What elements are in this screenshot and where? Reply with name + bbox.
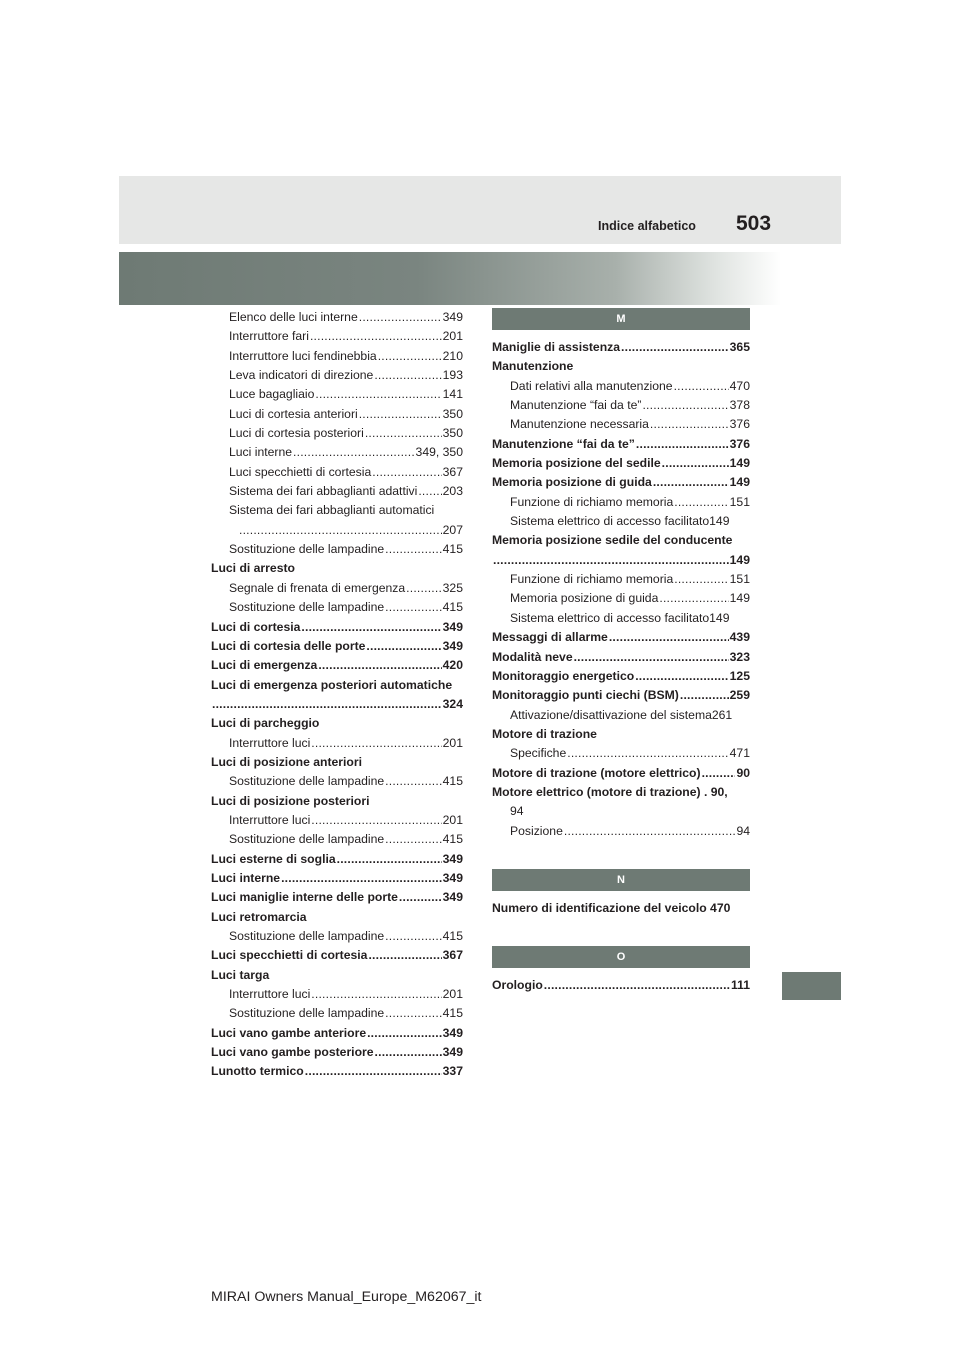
index-entry-page: 349 [442, 870, 463, 885]
index-entry-page: 349 [442, 619, 463, 634]
dot-leader [650, 415, 729, 434]
index-entry-page: 415 [442, 1006, 463, 1021]
index-entry [211, 830, 463, 849]
index-entry-term: Sistema dei fari abbaglianti adattivi [229, 484, 418, 499]
index-entry-page: 201 [442, 812, 463, 827]
section-title: Indice alfabetico [598, 219, 696, 233]
index-entry-term: Monitoraggio punti ciechi (BSM) [492, 688, 679, 703]
dot-leader [674, 377, 729, 396]
index-entry-page: 365 [729, 340, 750, 354]
index-entry [492, 551, 750, 570]
index-entry [492, 415, 750, 434]
index-entry [492, 454, 750, 473]
index-entry [492, 338, 750, 357]
dot-leader [544, 976, 730, 995]
index-heading: Numero di identificazione del veicolo 470 [492, 900, 731, 915]
index-entry-page: 125 [729, 668, 750, 683]
dot-leader [311, 734, 441, 753]
index-heading: Motore elettrico (motore di trazione) . 90, [492, 784, 728, 799]
index-entry [211, 347, 463, 366]
index-entry-term: Manutenzione necessaria [510, 417, 649, 432]
index-entry-term: Sostituzione delle lampadine [229, 832, 385, 847]
dot-leader [621, 338, 729, 357]
index-heading: Luci retromarcia [211, 909, 307, 924]
index-entry-page: 193 [442, 368, 463, 383]
index-entry-page: 151 [729, 494, 750, 509]
index-entry-term: Lunotto termico [211, 1064, 304, 1079]
dot-leader [493, 551, 729, 570]
dot-leader [385, 772, 442, 791]
index-entry [211, 366, 463, 385]
dot-leader [293, 443, 415, 462]
index-entry-page: 149 [729, 456, 750, 471]
dot-leader [662, 454, 729, 473]
index-heading: Memoria posizione sedile del conducente [492, 533, 733, 548]
index-entry-page: 207 [442, 522, 463, 537]
index-entry-page: 210 [442, 348, 463, 363]
dot-leader [366, 637, 441, 656]
index-entry-page: 415 [442, 929, 463, 943]
dot-leader [315, 385, 441, 404]
index-entry-page: 349 [442, 310, 463, 324]
index-entry-term: Leva indicatori di direzione [229, 368, 374, 383]
index-column-right [492, 308, 750, 996]
index-entry [211, 327, 463, 346]
index-heading: Luci di posizione anteriori [211, 754, 363, 769]
dot-leader [212, 695, 442, 714]
index-entry-page: 324 [442, 696, 463, 711]
dot-leader [406, 579, 441, 598]
index-entry-page: 201 [442, 329, 463, 344]
index-entry [211, 385, 463, 404]
index-entry-page: 420 [442, 658, 463, 673]
index-entry-page: 367 [442, 464, 463, 479]
index-entry [211, 1004, 463, 1023]
index-entry-page: 349 [442, 851, 463, 866]
index-letter-heading: N [492, 869, 750, 891]
index-entry-term: Interruttore luci [229, 735, 311, 750]
index-entry [211, 811, 463, 830]
index-heading: Sistema dei fari abbaglianti automatici [229, 503, 435, 518]
index-entry [492, 396, 750, 415]
index-entry [211, 1043, 463, 1062]
index-entry [211, 618, 463, 637]
dot-leader [337, 850, 442, 869]
index-entry-page: 259 [729, 688, 750, 703]
dot-leader [367, 1024, 442, 1043]
index-entry [211, 579, 463, 598]
index-entry-page: 325 [442, 580, 463, 595]
index-entry-page: 367 [442, 948, 463, 963]
index-entry-term: Luci specchietti di cortesia [229, 464, 372, 479]
index-entry [211, 308, 463, 327]
index-entry-term: Maniglie di assistenza [492, 340, 621, 354]
index-entry-term: Luci esterne di soglia [211, 851, 336, 866]
dot-leader [301, 618, 441, 637]
dot-leader [374, 366, 441, 385]
dot-leader [659, 589, 728, 608]
index-entry-term: Luci vano gambe anteriore [211, 1025, 367, 1040]
index-entry-page: 349 [442, 890, 463, 905]
index-heading: Manutenzione [492, 359, 574, 374]
dot-leader [239, 521, 442, 540]
dot-leader [372, 463, 441, 482]
index-entry [492, 648, 750, 667]
index-heading: Luci di arresto [211, 561, 295, 576]
dot-leader [635, 667, 728, 686]
index-entry-page: 141 [442, 387, 463, 402]
dot-leader [385, 598, 442, 617]
index-entry-page: 201 [442, 735, 463, 750]
dot-leader [702, 764, 736, 783]
index-heading: Luci di parcheggio [211, 716, 320, 731]
index-entry-page: 415 [442, 542, 463, 557]
dot-leader [653, 473, 729, 492]
dot-leader [399, 888, 442, 907]
dot-leader [365, 424, 442, 443]
dot-leader [636, 435, 729, 454]
index-entry [211, 888, 463, 907]
dot-leader [680, 686, 729, 705]
dot-leader [385, 540, 442, 559]
dot-leader [674, 493, 728, 512]
index-entry-page: 415 [442, 600, 463, 615]
dot-leader [378, 347, 442, 366]
index-entry-page: 337 [442, 1064, 463, 1079]
index-entry-term: Luci di emergenza [211, 658, 318, 673]
index-entry-term: Motore di trazione (motore elettrico) [492, 765, 701, 780]
index-entry-page: 349 [442, 1045, 463, 1060]
index-heading: Luci di emergenza posteriori automatiche [211, 677, 453, 692]
index-entry-term: Elenco delle luci interne [229, 310, 358, 324]
section-gap [492, 841, 750, 869]
header-band [119, 176, 841, 244]
footer-manual-id: MIRAI Owners Manual_Europe_M62067_it [211, 1289, 482, 1305]
index-entry-page: 149 [729, 552, 750, 567]
index-entry [492, 744, 750, 763]
dot-leader [311, 811, 441, 830]
index-entry [211, 772, 463, 791]
dot-leader [609, 628, 729, 647]
dot-leader [564, 822, 736, 841]
index-entry-term: Monitoraggio energetico [492, 668, 635, 683]
dot-leader [305, 1062, 442, 1081]
index-entry-term: Luci di cortesia delle porte [211, 638, 366, 653]
index-entry-term: Memoria posizione del sedile [492, 456, 661, 471]
index-entry [492, 667, 750, 686]
index-entry [211, 985, 463, 1004]
dot-leader [368, 946, 441, 965]
index-entry-term: Sostituzione delle lampadine [229, 774, 385, 789]
index-entry-page: 378 [729, 398, 750, 413]
index-entry-term: Funzione di richiamo memoria [510, 572, 674, 587]
index-heading: Sistema elettrico di accesso facilitato149 [510, 514, 730, 529]
dot-leader [281, 869, 442, 888]
section-gap [492, 918, 750, 946]
index-entry [211, 598, 463, 617]
index-entry [211, 463, 463, 482]
index-entry-term: Luci di cortesia [211, 619, 301, 634]
index-entry [492, 493, 750, 512]
index-entry [211, 734, 463, 753]
index-entry [492, 628, 750, 647]
dot-leader [642, 396, 728, 415]
index-heading: 94 [510, 804, 524, 819]
index-entry-term: Orologio [492, 978, 543, 993]
index-entry-page: 471 [729, 746, 750, 761]
index-entry-page: 349 [442, 638, 463, 653]
index-entry-page: 349 [442, 1025, 463, 1040]
index-entry [211, 424, 463, 443]
index-entry-page: 470 [729, 378, 750, 393]
index-entry [211, 927, 463, 946]
index-entry-page: 415 [442, 774, 463, 789]
index-entry-page: 94 [736, 823, 750, 838]
index-heading: Luci targa [211, 967, 270, 982]
index-entry-term: Sostituzione delle lampadine [229, 929, 385, 943]
index-entry [211, 695, 463, 714]
index-entry [492, 589, 750, 608]
index-entry-term: Specifiche [510, 746, 567, 761]
index-entry [492, 377, 750, 396]
index-entry-term: Luci interne [229, 445, 293, 460]
index-entry [211, 521, 463, 540]
index-entry [211, 946, 463, 965]
index-entry-page: 149 [729, 475, 750, 490]
index-entry-term: Sostituzione delle lampadine [229, 1006, 385, 1021]
dot-leader [567, 744, 728, 763]
index-letter-heading: O [492, 946, 750, 968]
index-entry [211, 482, 463, 501]
index-entry-page: 149 [729, 591, 750, 606]
index-entry-term: Luci specchietti di cortesia [211, 948, 368, 963]
index-entry-page: 151 [729, 572, 750, 587]
index-entry-term: Luci vano gambe posteriore [211, 1045, 374, 1060]
index-entry-page: 323 [729, 649, 750, 664]
dot-leader [359, 308, 442, 327]
index-entry-term: Manutenzione “fai da te” [492, 436, 635, 451]
dot-leader [375, 1043, 442, 1062]
index-entry-page: 203 [442, 484, 463, 499]
index-entry-term: Manutenzione “fai da te” [510, 398, 642, 413]
index-entry [492, 764, 750, 783]
dot-leader [318, 656, 441, 675]
dot-leader [418, 482, 441, 501]
index-entry [492, 822, 750, 841]
index-heading: Motore di trazione [492, 726, 597, 741]
index-entry [211, 1024, 463, 1043]
index-entry-term: Interruttore fari [229, 329, 309, 344]
index-entry [211, 850, 463, 869]
dot-leader [674, 570, 728, 589]
index-entry [211, 869, 463, 888]
index-entry-term: Interruttore luci [229, 812, 311, 827]
index-entry-term: Luci interne [211, 870, 281, 885]
index-entry-term: Sostituzione delle lampadine [229, 600, 385, 615]
index-entry [492, 686, 750, 705]
index-entry-term: Memoria posizione di guida [492, 475, 652, 490]
dot-leader [385, 927, 442, 946]
page-number: 503 [736, 212, 772, 235]
dot-leader [385, 830, 442, 849]
index-entry-term: Luci di cortesia posteriori [229, 426, 364, 441]
index-entry [211, 443, 463, 462]
index-entry-page: 111 [731, 978, 750, 993]
index-entry-term: Posizione [510, 823, 563, 838]
dot-leader [311, 985, 441, 1004]
decorative-gradient-band [119, 252, 781, 305]
index-entry-term: Memoria posizione di guida [510, 591, 659, 606]
dot-leader [574, 648, 729, 667]
index-entry-term: Luci di cortesia anteriori [229, 406, 358, 421]
index-entry-term: Dati relativi alla manutenzione [510, 378, 673, 393]
index-entry [492, 473, 750, 492]
index-letter-heading: M [492, 308, 750, 330]
index-entry-page: 376 [729, 436, 750, 451]
index-entry [492, 435, 750, 454]
index-entry-page: 201 [442, 987, 463, 1002]
index-entry-page: 415 [442, 832, 463, 847]
index-entry-term: Luce bagagliaio [229, 387, 315, 402]
dot-leader [359, 405, 442, 424]
index-entry-term: Funzione di richiamo memoria [510, 494, 674, 509]
index-heading: Attivazione/disattivazione del sistema261 [510, 707, 733, 722]
index-entry-term: Interruttore luci [229, 987, 311, 1002]
index-entry-term: Interruttore luci fendinebbia [229, 348, 377, 363]
index-heading: Luci di posizione posteriori [211, 793, 370, 808]
index-heading: Sistema elettrico di accesso facilitato149 [510, 610, 730, 625]
chapter-side-tab [782, 972, 841, 1000]
index-entry-page: 439 [729, 630, 750, 645]
index-entry-term: Sostituzione delle lampadine [229, 542, 385, 557]
index-entry-page: 350 [442, 406, 463, 421]
dot-leader [385, 1004, 442, 1023]
index-column-left [211, 308, 463, 1082]
index-entry [211, 405, 463, 424]
index-entry-term: Modalità neve [492, 649, 573, 664]
index-entry [211, 637, 463, 656]
index-entry [211, 1062, 463, 1081]
index-entry-page: 376 [729, 417, 750, 432]
index-entry [492, 570, 750, 589]
dot-leader [310, 327, 442, 346]
index-entry-term: Messaggi di allarme [492, 630, 608, 645]
index-entry-page: 349, 350 [415, 445, 463, 460]
index-entry-page: 90 [736, 765, 750, 780]
index-entry [211, 540, 463, 559]
index-entry [492, 976, 750, 995]
index-entry-page: 350 [442, 426, 463, 441]
index-entry [211, 656, 463, 675]
index-entry-term: Segnale di frenata di emergenza [229, 580, 406, 595]
index-entry-term: Luci maniglie interne delle porte [211, 890, 398, 905]
